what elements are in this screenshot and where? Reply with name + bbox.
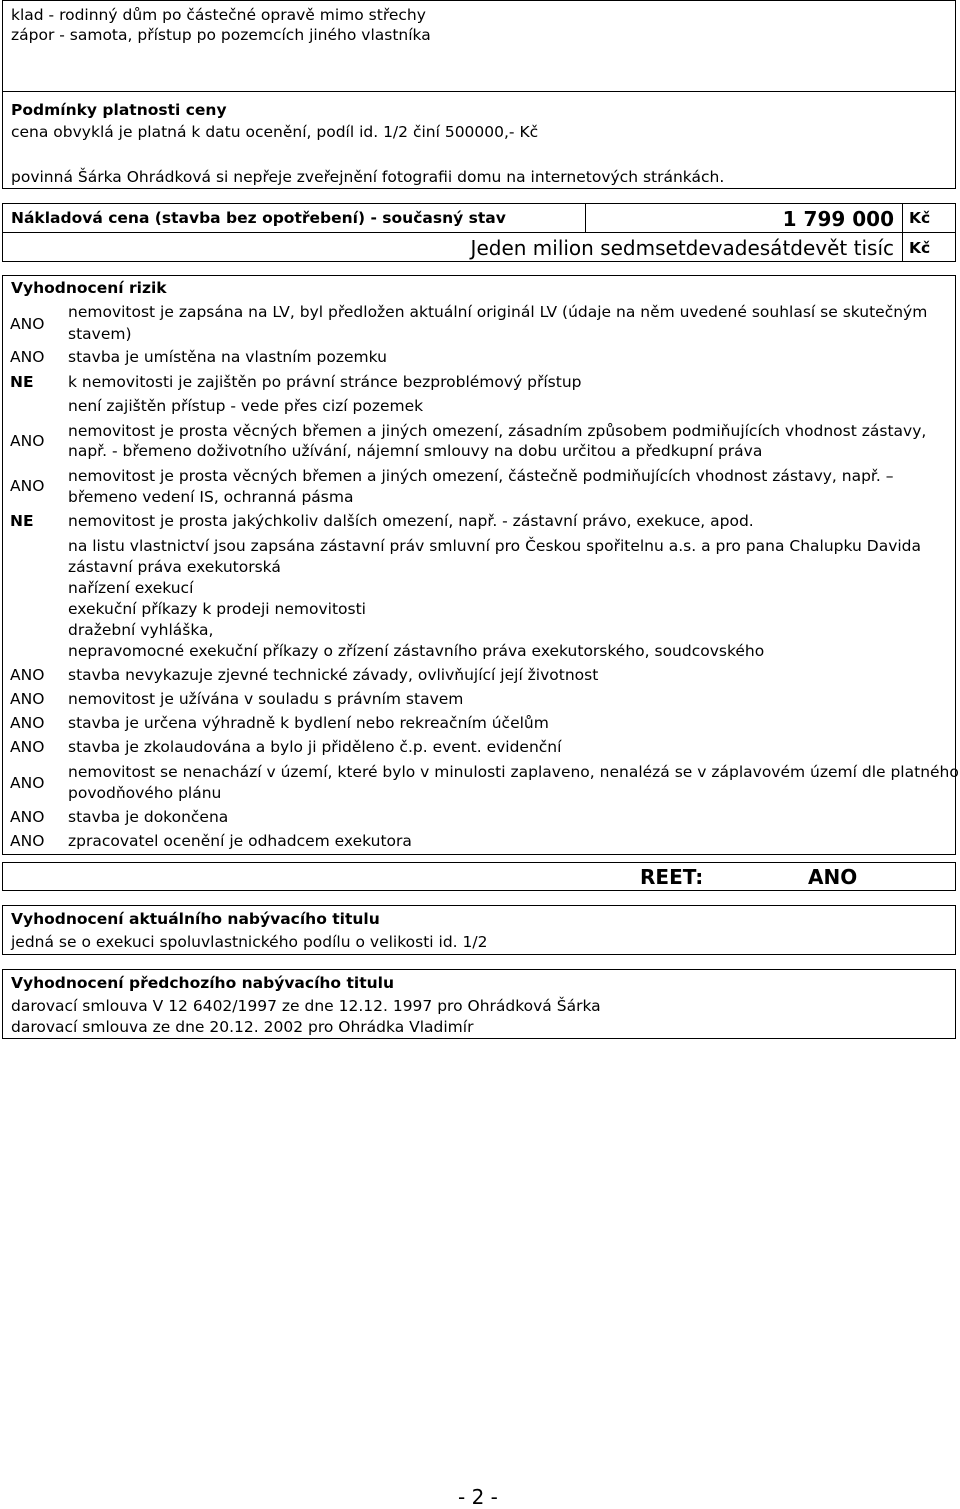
previous-title-box <box>2 969 956 1039</box>
risk-flag: ANO <box>10 690 45 708</box>
risk-text: nemovitost se nenachází v území, které bylo v minulosti zaplaveno, nenalézá se v záplavovém území dle platného <box>68 763 959 781</box>
intro-line-2: zápor - samota, přístup po pozemcích jiného vlastníka <box>11 26 431 44</box>
page-number: - 2 - <box>458 1485 498 1509</box>
risk-text: stavba nevykazuje zjevné technické závady, ovlivňující její životnost <box>68 666 599 684</box>
price-validity-line-1: cena obvyklá je platná k datu ocenění, podíl id. 1/2 činí 500000,- Kč <box>11 123 539 141</box>
cost-currency2-cell <box>902 232 956 262</box>
cost-label: Nákladová cena (stavba bez opotřebení) - současný stav <box>11 209 506 227</box>
cost-currency-2: Kč <box>909 239 931 257</box>
current-title-box <box>2 905 956 955</box>
risk-text: nemovitost je prosta jakýchkoliv dalších omezení, např. - zástavní právo, exekuce, apod. <box>68 512 754 530</box>
cost-words: Jeden milion sedmsetdevadesátdevět tisíc <box>470 236 894 260</box>
risks-heading: Vyhodnocení rizik <box>11 279 167 297</box>
risk-text: na listu vlastnictví jsou zapsána zástavní práv smluvní pro Českou spořitelnu a.s. a pro pana Chalupku Davida <box>68 537 922 555</box>
risk-flag: NE <box>10 373 34 391</box>
risk-text: nemovitost je prosta věcných břemen a jiných omezení, zásadním způsobem podmiňujících vhodnost zástavy, <box>68 422 927 440</box>
risk-flag: ANO <box>10 808 45 826</box>
price-validity-heading: Podmínky platnosti ceny <box>11 101 227 119</box>
risk-text-cont: stavem) <box>68 325 132 343</box>
reet-box <box>2 862 956 891</box>
risk-flag: ANO <box>10 738 45 756</box>
risk-flag: ANO <box>10 774 45 792</box>
risk-flag: ANO <box>10 666 45 684</box>
risk-text-cont: břemeno vedení IS, ochranná pásma <box>68 488 354 506</box>
reet-label: REET: <box>640 865 704 889</box>
current-title-line: jedná se o exekuci spoluvlastnického podílu o velikosti id. 1/2 <box>11 933 488 951</box>
risk-text-cont: např. - břemeno doživotního užívání, nájemní smlouvy na dobu určitou a předkupní práva <box>68 442 763 460</box>
risk-text: stavba je umístěna na vlastním pozemku <box>68 348 387 366</box>
intro-box <box>2 0 956 92</box>
previous-title-line-1: darovací smlouva V 12 6402/1997 ze dne 12.12. 1997 pro Ohrádková Šárka <box>11 997 601 1015</box>
cost-currency-cell <box>902 203 956 233</box>
risk-text: zpracovatel ocenění je odhadcem exekutora <box>68 832 412 850</box>
reet-value: ANO <box>808 865 858 889</box>
risk-flag: NE <box>10 512 34 530</box>
risk-flag: ANO <box>10 348 45 366</box>
risk-flag: ANO <box>10 832 45 850</box>
risk-text: není zajištěn přístup - vede přes cizí pozemek <box>68 397 424 415</box>
risk-text: stavba je určena výhradně k bydlení nebo rekreačním účelům <box>68 714 549 732</box>
risk-flag: ANO <box>10 714 45 732</box>
risk-text: stavba je zkolaudována a bylo ji přiděleno č.p. event. evidenční <box>68 738 562 756</box>
current-title-heading: Vyhodnocení aktuálního nabývacího titulu <box>11 910 380 928</box>
risk-text: exekuční příkazy k prodeji nemovitosti <box>68 600 366 618</box>
cost-amount: 1 799 000 <box>782 207 894 231</box>
risk-flag: ANO <box>10 315 45 333</box>
risk-text: zástavní práva exekutorská <box>68 558 281 576</box>
risk-text: nepravomocné exekuční příkazy o zřízení zástavního práva exekutorského, soudcovského <box>68 642 765 660</box>
risk-flag: ANO <box>10 477 45 495</box>
risk-text: nemovitost je zapsána na LV, byl předložen aktuální originál LV (údaje na něm uvedené souhlasí se skutečným <box>68 303 928 321</box>
risk-text: nemovitost je prosta věcných břemen a jiných omezení, částečně podmiňujících vhodnost zástavy, např. – <box>68 467 894 485</box>
intro-line-1: klad - rodinný dům po částečné opravě mimo střechy <box>11 6 426 24</box>
price-validity-box <box>2 91 956 189</box>
previous-title-line-2: darovací smlouva ze dne 20.12. 2002 pro Ohrádka Vladimír <box>11 1018 474 1036</box>
cost-amount-cell <box>585 203 903 233</box>
risk-text: nemovitost je užívána v souladu s právním stavem <box>68 690 464 708</box>
cost-currency: Kč <box>909 209 931 227</box>
risk-text: dražební vyhláška, <box>68 621 214 639</box>
risk-text: nařízení exekucí <box>68 579 194 597</box>
risk-text: stavba je dokončena <box>68 808 229 826</box>
risk-text: k nemovitosti je zajištěn po právní stránce bezproblémový přístup <box>68 373 582 391</box>
price-validity-line-2: povinná Šárka Ohrádková si nepřeje zveřejnění fotografii domu na internetových stránkách. <box>11 168 725 186</box>
risk-text-cont: povodňového plánu <box>68 784 222 802</box>
cost-words-cell <box>2 232 903 262</box>
previous-title-heading: Vyhodnocení předchozího nabývacího titulu <box>11 974 394 992</box>
cost-label-cell <box>2 203 586 233</box>
risk-flag: ANO <box>10 432 45 450</box>
